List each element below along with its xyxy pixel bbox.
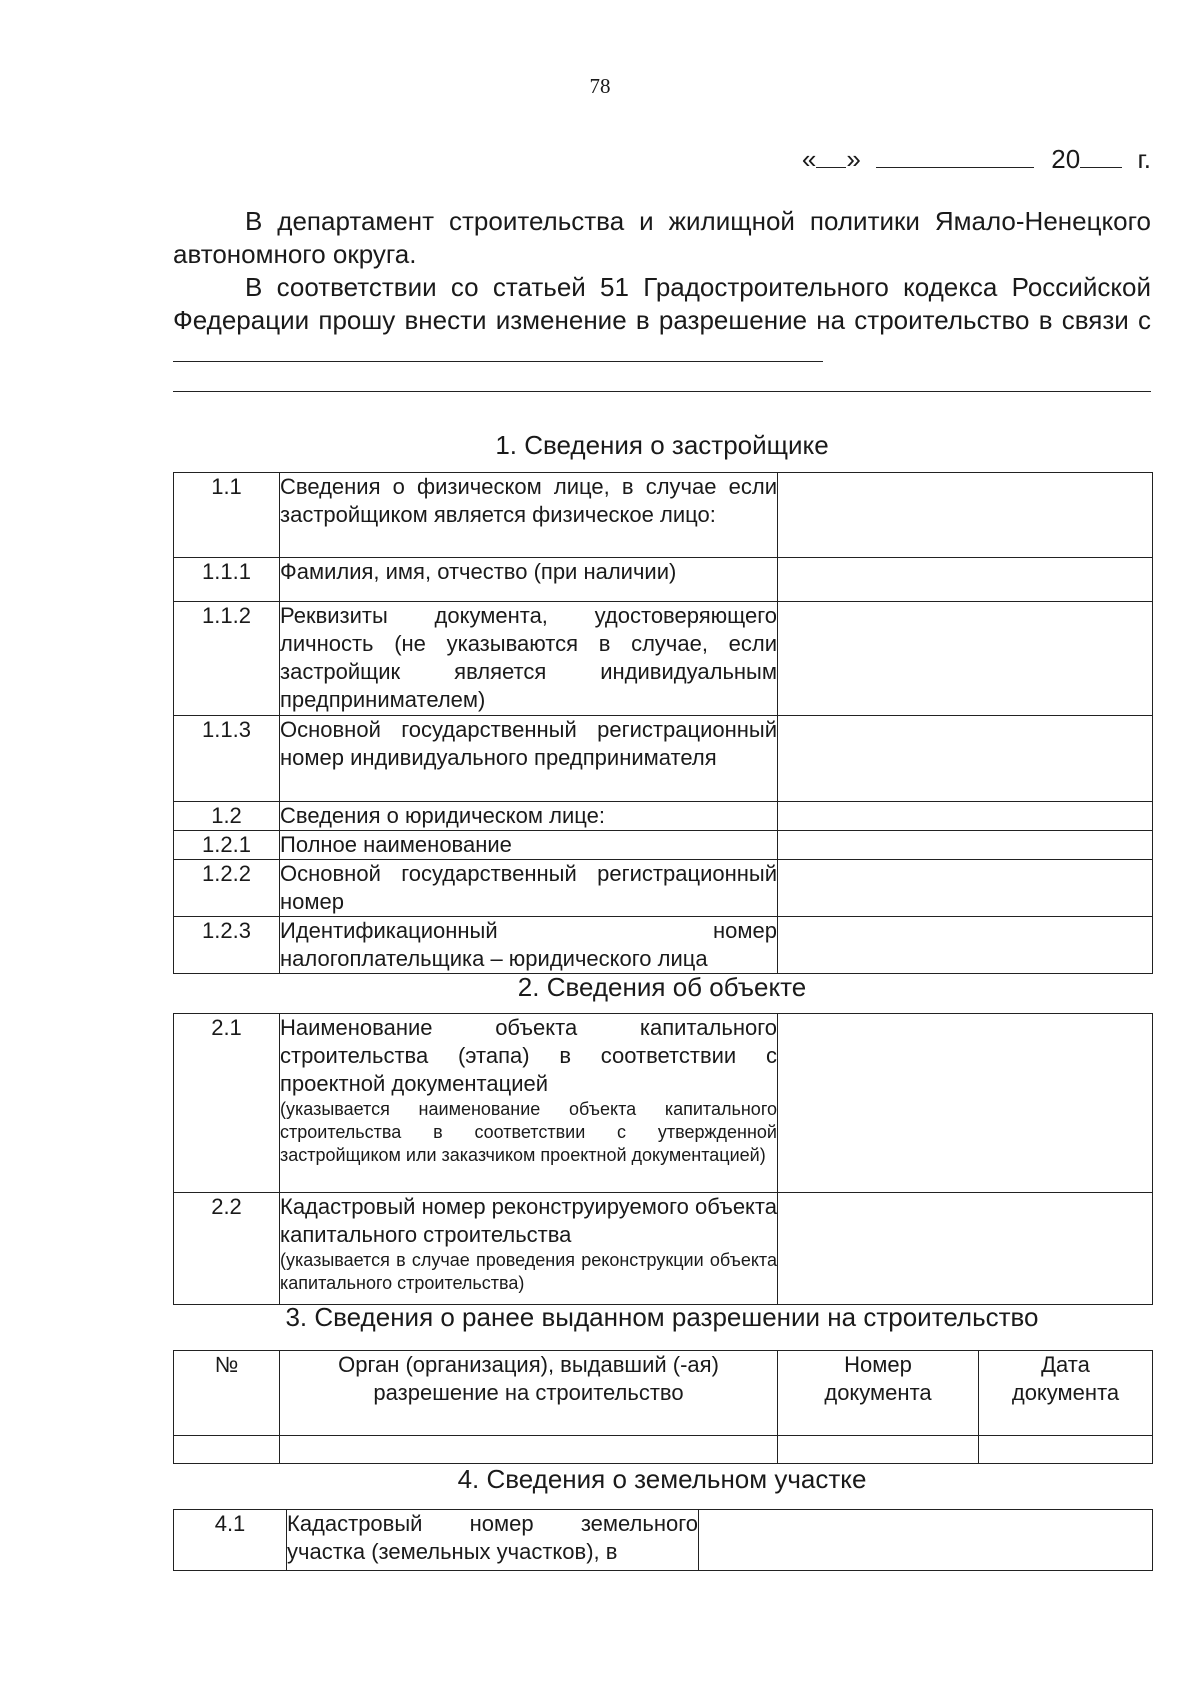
value-cell-3-num[interactable]	[174, 1436, 280, 1464]
row-number: 1.2.3	[174, 917, 280, 974]
header-doc-date: Дата документа	[979, 1351, 1153, 1436]
year-blank[interactable]	[1080, 167, 1122, 168]
table-row	[174, 1436, 1153, 1464]
row-label: Основной государственный регистрационный номер индивидуального предпринимателя	[280, 716, 778, 802]
row-number: 1.1.1	[174, 558, 280, 602]
row-label: Полное наименование	[280, 831, 778, 860]
header-doc-number: Номер документа	[778, 1351, 979, 1436]
row-number: 4.1	[174, 1510, 287, 1571]
row-label: Реквизиты документа, удостоверяющего личность (не указываются в случае, если застройщик является индивидуальным предпринимателем)	[280, 602, 778, 716]
value-cell-1-2-3[interactable]	[778, 917, 1153, 974]
section3-title: 3. Сведения о ранее выданном разрешении на строительство	[285, 1302, 1039, 1332]
row-label: Фамилия, имя, отчество (при наличии)	[280, 558, 778, 602]
section1-table	[173, 472, 1153, 974]
request-text: В соответствии со статьей 51 Градостроительного кодекса Российской Федерации прошу внести изменение в разрешение на строительство в связи с	[173, 272, 1151, 335]
value-cell-2-1[interactable]	[778, 1014, 1153, 1193]
table-row	[174, 1510, 1153, 1571]
reason-blank-line-2[interactable]	[173, 391, 1151, 392]
row-note: (указывается наименование объекта капитального строительства в соответствии с утвержденной застройщиком или заказчиком проектной документацией)	[280, 1099, 777, 1165]
date-open-quote: «	[801, 144, 817, 174]
table-row	[174, 473, 1153, 558]
value-cell-1-1[interactable]	[778, 473, 1153, 558]
section1-title: 1. Сведения о застройщике	[495, 430, 829, 460]
row-number: 2.2	[174, 1193, 280, 1305]
addressee-text: В департамент строительства и жилищной политики Ямало-Ненецкого автономного округа.	[173, 206, 1151, 269]
table-row	[174, 558, 1153, 602]
row-number: 1.2	[174, 802, 280, 831]
year-prefix: 20	[1051, 144, 1081, 174]
value-cell-1-1-1[interactable]	[778, 558, 1153, 602]
table-row	[174, 802, 1153, 831]
value-cell-2-2[interactable]	[778, 1193, 1153, 1305]
date-line	[802, 144, 1151, 175]
section4-title: 4. Сведения о земельном участке	[457, 1464, 867, 1494]
request-paragraph	[173, 271, 1151, 370]
section2-title: 2. Сведения об объекте	[517, 972, 807, 1002]
table-row	[174, 860, 1153, 917]
table-row	[174, 716, 1153, 802]
value-cell-1-1-3[interactable]	[778, 716, 1153, 802]
value-cell-4-1[interactable]	[699, 1510, 1153, 1571]
row-number: 1.2.1	[174, 831, 280, 860]
row-number: 1.1	[174, 473, 280, 558]
row-label: Кадастровый номер земельного участка (земельных участков), в	[287, 1510, 699, 1571]
page-number: 78	[589, 74, 611, 98]
value-cell-1-2[interactable]	[778, 802, 1153, 831]
table-header-row	[174, 1351, 1153, 1436]
table-row	[174, 1014, 1153, 1193]
value-cell-3-doc-date[interactable]	[979, 1436, 1153, 1464]
row-number: 2.1	[174, 1014, 280, 1193]
row-label: Сведения о юридическом лице:	[280, 802, 778, 831]
row-label: Сведения о физическом лице, в случае если застройщиком является физическое лицо:	[280, 473, 778, 558]
value-cell-3-doc-number[interactable]	[778, 1436, 979, 1464]
month-blank[interactable]	[876, 167, 1034, 168]
header-number: №	[174, 1351, 280, 1436]
row-number: 1.1.3	[174, 716, 280, 802]
section3-table	[173, 1350, 1153, 1464]
year-suffix: г.	[1137, 144, 1151, 174]
row-label: Идентификационный номер налогоплательщика – юридического лица	[280, 917, 778, 974]
value-cell-1-2-2[interactable]	[778, 860, 1153, 917]
row-label-text: Наименование объекта капитального строительства (этапа) в соответствии с проектной документацией	[280, 1015, 777, 1096]
row-label	[280, 1193, 778, 1305]
value-cell-3-issuer[interactable]	[280, 1436, 778, 1464]
reason-blank[interactable]	[173, 361, 823, 362]
table-row	[174, 1193, 1153, 1305]
table-row	[174, 602, 1153, 716]
addressee-paragraph	[173, 205, 1151, 271]
date-close-quote: »	[846, 144, 861, 174]
value-cell-1-2-1[interactable]	[778, 831, 1153, 860]
section4-table	[173, 1509, 1153, 1571]
table-row	[174, 831, 1153, 860]
row-label: Основной государственный регистрационный номер	[280, 860, 778, 917]
day-blank[interactable]	[816, 167, 846, 168]
table-row	[174, 917, 1153, 974]
row-number: 1.2.2	[174, 860, 280, 917]
header-issuer: Орган (организация), выдавший (-ая) разрешение на строительство	[280, 1351, 778, 1436]
row-label-text: Кадастровый номер реконструируемого объекта капитального строительства	[280, 1194, 777, 1247]
section2-table	[173, 1013, 1153, 1305]
row-label	[280, 1014, 778, 1193]
row-note: (указывается в случае проведения реконструкции объекта капитального строительства)	[280, 1250, 777, 1293]
row-number: 1.1.2	[174, 602, 280, 716]
value-cell-1-1-2[interactable]	[778, 602, 1153, 716]
